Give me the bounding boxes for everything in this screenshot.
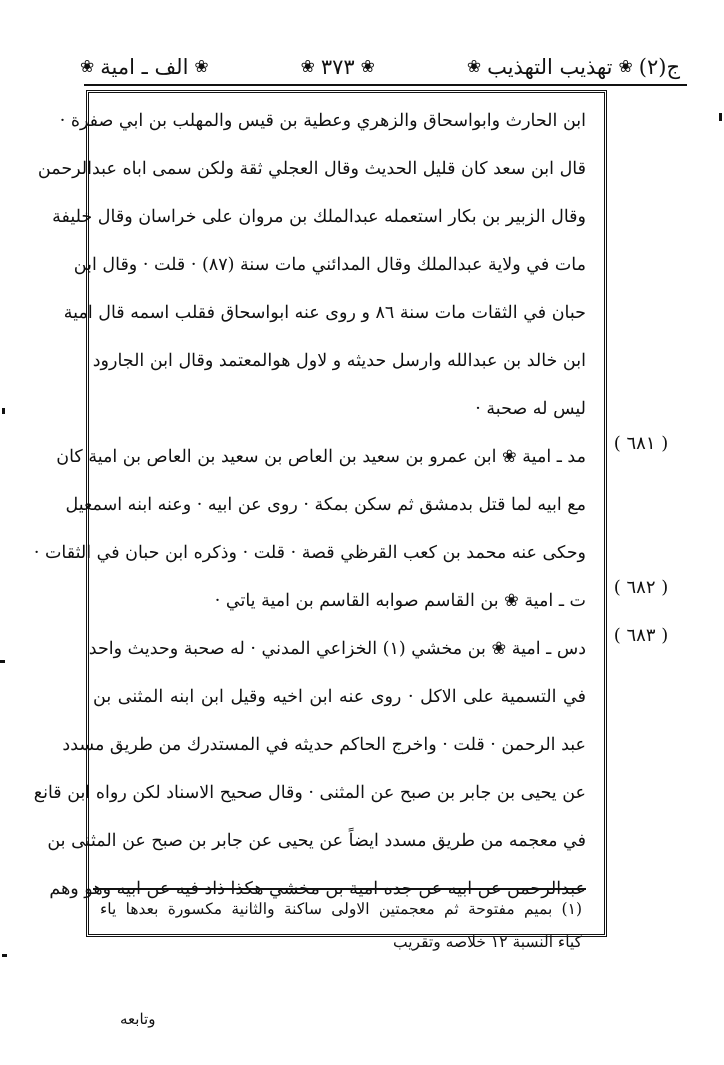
page-number: ٣٧٣	[320, 55, 355, 79]
scan-mark	[2, 954, 7, 957]
footnote-line: (١) بميم مفتوحة ثم معجمتين الاولى ساكنة والثانية مكسورة بعدها ياء	[100, 900, 582, 918]
section-group	[80, 55, 209, 79]
body-line: قال ابن سعد كان قليل الحديث وقال العجلي ثقة ولكن سمى اباه عبدالرحمن	[37, 159, 586, 179]
body-text	[33, 97, 586, 899]
ornament-icon: ❀	[194, 57, 209, 77]
entry-number: ( ٦٨١ )	[613, 433, 669, 454]
body-line: مع ابيه لما قتل بدمشق ثم سكن بمكة · روى عن ابيه · وعنه ابنه اسمعيل	[65, 495, 586, 515]
body-line: مات في ولاية عبدالملك وقال المدائني مات سنة (٨٧) · قلت · وقال ابن	[73, 255, 586, 275]
ornament-icon: ❀	[618, 57, 633, 77]
volume-label: ج(٢)	[638, 55, 680, 79]
body-line: في التسمية على الاكل · روى عنه ابن اخيه وقيل ابن ابنه المثنى بن	[93, 687, 586, 707]
page-number-group	[301, 55, 375, 79]
entry-number: ( ٦٨٢ )	[613, 577, 669, 598]
body-line: ابن الحارث وابواسحاق والزهري وعطية بن قيس والمهلب بن ابي صفرة ·	[59, 111, 586, 131]
ornament-icon: ❀	[360, 57, 375, 77]
body-line: ليس له صحبة ·	[475, 399, 586, 419]
body-line: في معجمه من طريق مسدد ايضاً عن يحيى عن جابر بن صبح عن المثنى بن	[47, 831, 586, 851]
entry-heading-line: ت ـ امية ❀ بن القاسم صوابه القاسم بن امية ياتي ·	[214, 591, 586, 611]
ornament-icon: ❀	[80, 57, 95, 77]
body-line: حبان في الثقات مات سنة ٨٦ و روى عنه ابواسحاق فقلب اسمه قال امية	[63, 303, 586, 323]
catchword: وتابعه	[120, 1010, 156, 1028]
body-line: عبد الرحمن · قلت · واخرج الحاكم حديثه في المستدرك من طريق مسدد	[62, 735, 586, 755]
header-rule	[84, 84, 687, 86]
body-line: عن يحيى بن جابر بن صبح عن المثنى · وقال صحيح الاسناد لكن رواه ابن قانع	[33, 783, 586, 803]
footnote	[100, 893, 582, 959]
entry-heading-line: مد ـ امية ❀ ابن عمرو بن سعيد بن العاص بن سعيد بن العاص بن امية كان	[56, 447, 586, 467]
footnote-rule	[93, 888, 586, 890]
body-line: وحكى عنه محمد بن كعب القرظي قصة · قلت · وذكره ابن حبان في الثقات ·	[33, 543, 586, 563]
ornament-icon: ❀	[300, 57, 315, 77]
scan-mark	[2, 408, 5, 414]
scan-mark	[0, 660, 5, 663]
scan-mark	[719, 113, 722, 121]
running-header	[80, 50, 680, 84]
header-title-group	[467, 55, 680, 79]
section-label: الف ـ امية	[100, 55, 189, 79]
body-line: عبدالرحمن عن ابيه عن جده امية بن مخشي هكذا ذاد فيه عن ابيه وهو وهم	[49, 879, 586, 899]
entry-number: ( ٦٨٣ )	[613, 625, 669, 646]
body-line: ابن خالد بن عبدالله وارسل حديثه و لاول هوالمعتمد وقال ابن الجارود	[92, 351, 586, 371]
entry-heading-line: دس ـ امية ❀ بن مخشي (١) الخزاعي المدني · له صحبة وحديث واحد	[88, 639, 586, 659]
book-title: تهذيب التهذيب	[487, 55, 613, 79]
body-line: وقال الزبير بن بكار استعمله عبدالملك بن مروان على خراسان وقال خليفة	[52, 207, 586, 227]
ornament-icon: ❀	[466, 57, 482, 77]
footnote-line: كياء النسبة ١٢ خلاصه وتقريب	[393, 933, 582, 951]
